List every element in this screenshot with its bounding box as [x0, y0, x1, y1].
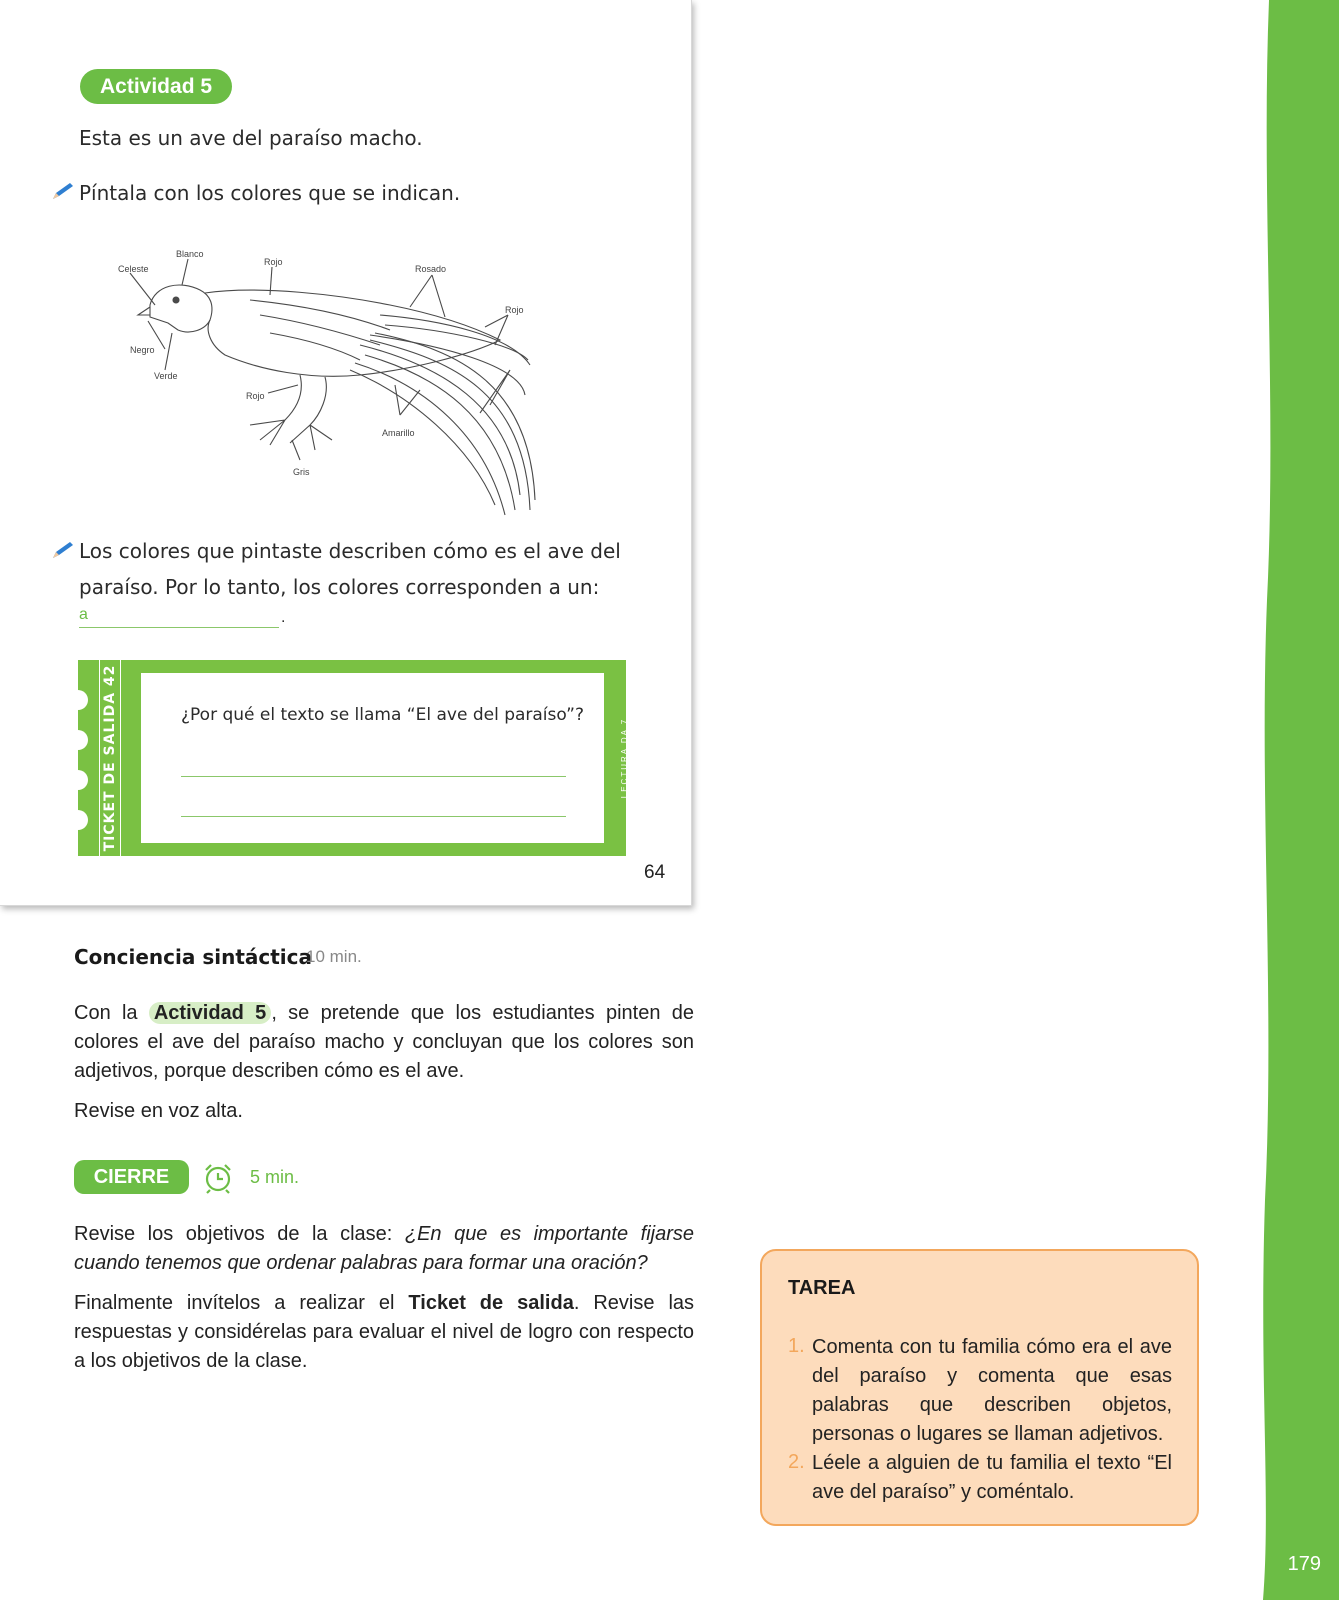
para4-text-after: . Revise las respuestas y considérelas para evaluar el nivel de logro con respecto a los objetivos de la clase. — [74, 1292, 695, 1372]
label-gris: Gris — [293, 467, 310, 477]
colors-instruction-line1: Los colores que pintaste describen cómo es el ave del — [79, 539, 621, 563]
answer-dot: . — [281, 609, 286, 626]
paint-instruction: Píntala con los colores que se indican. — [79, 181, 461, 205]
ticket-label-area — [78, 660, 141, 856]
ticket-question: ¿Por qué el texto se llama “El ave del paraíso”? — [181, 705, 585, 725]
colors-instruction-line2: paraíso. Por lo tanto, los colores corresponden a un: — [79, 575, 600, 599]
alarm-clock-icon — [202, 1162, 234, 1194]
ticket-vertical-label: TICKET DE SALIDA 42 — [99, 656, 121, 861]
ticket-body — [141, 673, 604, 843]
paragraph-ticket — [74, 1289, 694, 1376]
para1-text-after: , se pretende que los estudiantes pinten de colores el ave del paraíso macho y concluyan que los colores son adjetivos, porque describen cómo es el ave. — [74, 1002, 695, 1082]
student-page — [0, 0, 692, 906]
paragraph-review: Revise en voz alta. — [74, 1100, 243, 1122]
ticket-side-label: LECTURA DA 7 — [619, 717, 629, 799]
ticket-answer-line — [181, 816, 566, 817]
label-amarillo: Amarillo — [382, 428, 415, 438]
homework-box — [760, 1249, 1199, 1526]
label-rosado: Rosado — [415, 264, 447, 274]
para1-text: Con la — [74, 1002, 149, 1024]
paragraph-objectives — [74, 1220, 694, 1278]
section-title: Conciencia sintáctica — [74, 945, 313, 969]
label-negro: Negro — [130, 345, 155, 355]
student-page-number: 64 — [644, 862, 666, 883]
side-band — [1259, 0, 1339, 1600]
paragraph-activity — [74, 999, 694, 1086]
homework-item-number: 1. — [788, 1335, 805, 1357]
cierre-badge: CIERRE — [74, 1160, 189, 1194]
label-celeste: Celeste — [118, 264, 149, 274]
homework-item-number: 2. — [788, 1451, 805, 1473]
homework-title: TAREA — [788, 1277, 856, 1299]
label-verde: Verde — [154, 371, 178, 381]
page-number: 179 — [1287, 1553, 1321, 1575]
objectives-question: ¿En que es importante fijarse cuando tenemos que ordenar palabras para formar una oración? — [74, 1223, 694, 1274]
label-blanco: Blanco — [176, 249, 204, 259]
homework-item: Léele a alguien de tu familia el texto “El ave del paraíso” y coméntalo. — [812, 1452, 1172, 1503]
activity-badge: Actividad 5 — [80, 69, 232, 104]
bird-of-paradise-diagram — [110, 245, 570, 525]
activity-highlight: Actividad 5 — [149, 1002, 271, 1024]
section-time: 10 min. — [306, 947, 362, 966]
intro-line: Esta es un ave del paraíso macho. — [79, 126, 423, 150]
answer-line: a — [79, 606, 279, 628]
cierre-time: 5 min. — [250, 1167, 300, 1187]
exit-ticket — [78, 660, 629, 856]
ticket-reference: Ticket de salida — [408, 1292, 574, 1314]
homework-item: Comenta con tu familia cómo era el ave del paraíso y comenta que esas palabras que describen objetos, personas o lugares se llaman adjetivos. — [812, 1336, 1172, 1445]
pencil-icon — [51, 181, 75, 201]
ticket-answer-line — [181, 776, 566, 777]
label-rojo-tail: Rojo — [505, 305, 524, 315]
para4-text: Finalmente invítelos a realizar el — [74, 1292, 409, 1314]
label-rojo-head: Rojo — [264, 257, 283, 267]
pencil-icon — [51, 540, 75, 560]
label-rojo-body: Rojo — [246, 391, 265, 401]
para3-text: Revise los objetivos de la clase: — [74, 1223, 405, 1245]
